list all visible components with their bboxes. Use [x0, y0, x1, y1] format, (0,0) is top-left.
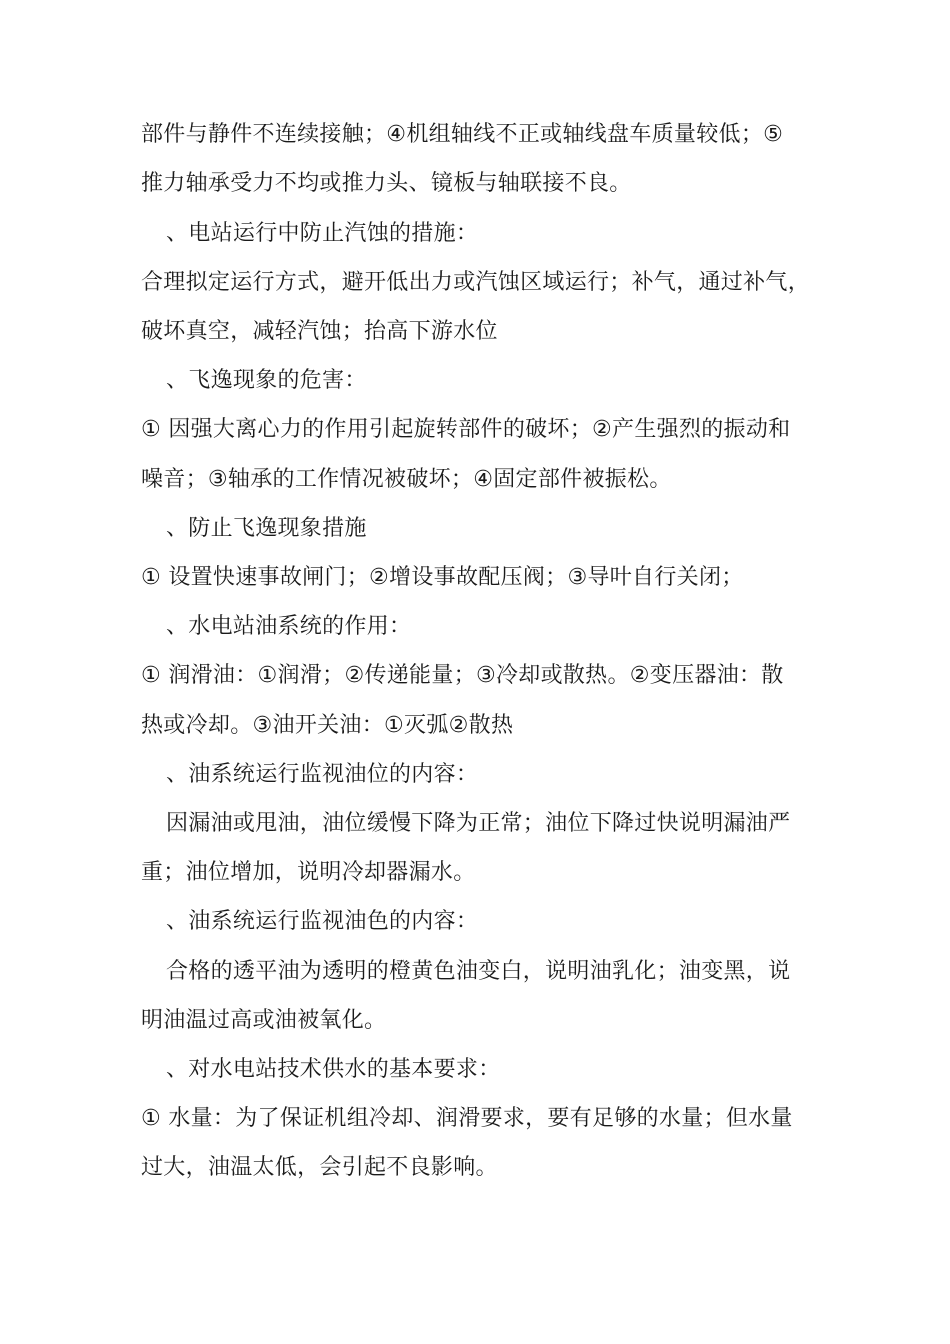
text-line: 破坏真空，减轻汽蚀；抬高下游水位: [141, 319, 498, 344]
section-heading: 、对水电站技术供水的基本要求：: [166, 1057, 501, 1082]
text-line: 因漏油或甩油，油位缓慢下降为正常；油位下降过快说明漏油严: [166, 811, 791, 836]
text-line: ① 润滑油：①润滑；②传递能量；③冷却或散热。②变压器油：散: [141, 663, 784, 688]
text-line: ① 设置快速事故闸门；②增设事故配压阀；③导叶自行关闭；: [141, 565, 744, 590]
text-line: ① 水量：为了保证机组冷却、润滑要求，要有足够的水量；但水量: [141, 1106, 793, 1131]
text-line: ① 因强大离心力的作用引起旋转部件的破坏；②产生强烈的振动和: [141, 417, 791, 442]
section-heading: 、飞逸现象的危害：: [166, 368, 367, 393]
section-heading: 、防止飞逸现象措施: [166, 516, 367, 541]
text-line: 重；油位增加，说明冷却器漏水。: [141, 860, 476, 885]
text-line: 部件与静件不连续接触；④机组轴线不正或轴线盘车质量较低；⑤: [141, 122, 784, 147]
section-heading: 、油系统运行监视油色的内容：: [166, 909, 479, 934]
text-line: 过大，油温太低，会引起不良影响。: [141, 1155, 498, 1180]
text-line: 明油温过高或油被氧化。: [141, 1008, 387, 1033]
text-line: 合格的透平油为透明的橙黄色油变白，说明油乳化；油变黑，说: [166, 959, 791, 984]
text-line: 推力轴承受力不均或推力头、镜板与轴联接不良。: [141, 171, 632, 196]
section-heading: 、水电站油系统的作用：: [166, 614, 412, 639]
section-heading: 、油系统运行监视油位的内容：: [166, 762, 479, 787]
text-line: 热或冷却。③油开关油：①灭弧②散热: [141, 713, 514, 738]
section-heading: 、电站运行中防止汽蚀的措施：: [166, 221, 479, 246]
text-line: 合理拟定运行方式，避开低出力或汽蚀区域运行；补气，通过补气，: [141, 270, 811, 295]
text-line: 噪音；③轴承的工作情况被破坏；④固定部件被振松。: [141, 467, 672, 492]
